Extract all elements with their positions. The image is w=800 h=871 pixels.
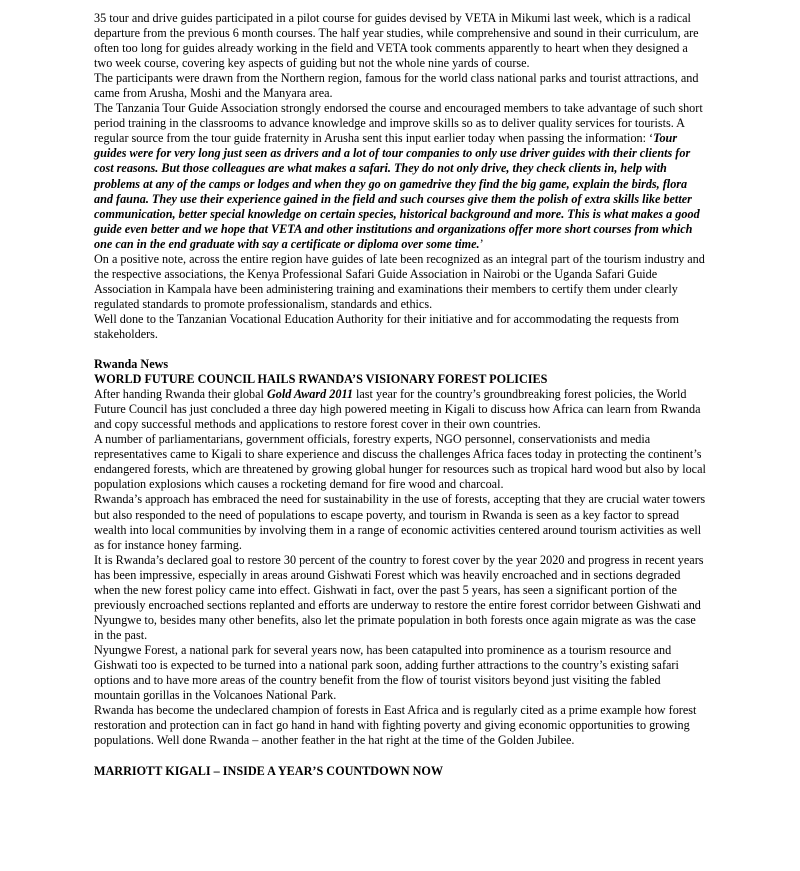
tanzania-paragraph-2: The participants were drawn from the Northern region, famous for the world class national parks and tourist attractions, and came from Arusha, Moshi and the Manyara area.: [94, 71, 699, 101]
rwanda-headline: WORLD FUTURE COUNCIL HAILS RWANDA’S VISIONARY FOREST POLICIES: [94, 372, 548, 387]
rwanda-paragraph-1-b: last year for the country’s groundbreaking forest policies, the World Future Council has just concluded a three day high powered meeting in Kigali to discuss how Africa can learn from Rwanda and copy successful methods and applications to restore forest cover in their own countries.: [94, 387, 701, 432]
rwanda-paragraph-1: [94, 387, 706, 432]
marriott-headline: MARRIOTT KIGALI – INSIDE A YEAR’S COUNTDOWN NOW: [94, 764, 444, 779]
tanzania-paragraph-5: Well done to the Tanzanian Vocational Education Authority for their initiative and for accommodating the requests from stakeholders.: [94, 311, 680, 341]
tanzania-paragraph-3: [94, 101, 706, 251]
rwanda-paragraph-3: Rwanda’s approach has embraced the need for sustainability in the use of forests, accepting that they are crucial water towers but also responded to the need of populations to escape poverty, and tourism in Rwanda is seen as a key factor to spread wealth into local communities by involving them in a range of economic activities centered around tourism activities as well as for instance honey farming.: [94, 492, 706, 552]
rwanda-paragraph-6: Rwanda has become the undeclared champion of forests in East Africa and is regularly cited as a prime example how forest restoration and protection can in fact go hand in hand with fighting poverty and giving economic opportunities to growing populations. Well done Rwanda – another feather in the hat right at the time of the Golden Jubilee.: [94, 703, 697, 748]
section-label-rwanda: Rwanda News: [94, 357, 169, 372]
tanzania-paragraph-3-intro: The Tanzania Tour Guide Association strongly endorsed the course and encouraged members to take advantage of such short period training in the classrooms to advance knowledge and improve skills so as to deliver quality services for tourists. A regular source from the tour guide fraternity in Arusha sent this input earlier today when passing the information: ‘: [94, 101, 703, 146]
section-spacer: [94, 748, 706, 764]
tanzania-paragraph-4: On a positive note, across the entire region have guides of late been recognized as an integral part of the tourism industry and the respective associations, the Kenya Professional Safari Guide Association in Nairobi or the Uganda Safari Guide Association in Kampala have been administering training and examinations their members to certify them under clearly regulated standards to promote professionalism, standards and ethics.: [94, 251, 705, 311]
rwanda-paragraph-2: A number of parliamentarians, government officials, forestry experts, NGO personnel, conservationists and media representatives came to Kigali to share experience and discuss the challenges Africa faces today in protecting the continent’s endangered forests, which are threatened by growing global hunger for resources such as tropical hard wood but also by local population explosions which causes a rocketing demand for fire wood and charcoal.: [94, 432, 706, 492]
article-page: [94, 11, 706, 779]
rwanda-paragraph-5: Nyungwe Forest, a national park for several years now, has been catapulted into prominence as a tourism resource and Gishwati too is expected to be turned into a national park soon, adding further attractions to the country’s existing safari options and to have more areas of the country benefit from the flow of tourist visitors beyond just visiting the fabled mountain gorillas in the Volcanoes National Park.: [94, 642, 679, 703]
rwanda-paragraph-1-a: After handing Rwanda their global: [94, 387, 267, 402]
quote-close: ’: [479, 236, 484, 251]
tanzania-paragraph-1: 35 tour and drive guides participated in a pilot course for guides devised by VETA in Mikumi last week, which is a radical departure from the previous 6 month courses. The half year studies, while comprehensive and sound in their curriculum, are often too long for guides already working in the field and VETA took comments apparently to heart when they designed a two week course, covering key aspects of guiding but not the whole nine yards of course.: [94, 11, 699, 71]
guide-quote: Tour guides were for very long just seen as drivers and a lot of tour companies to only use driver guides with their clients for cost reasons. But those colleagues are what makes a safari. They do not only drive, they check clients in, help with problems at any of the camps or lodges and when they go on gamedrive they find the big game, explain the birds, flora and fauna. They use their experience gained in the field and such courses give them the polish of extra skills like better communication, better special knowledge on certain species, historical background and more. This is what makes a good guide even better and we hope that VETA and other institutions and organizations offer more short courses from which one can in the end graduate with say a certificate or diploma over some time.: [94, 131, 700, 251]
rwanda-paragraph-4: It is Rwanda’s declared goal to restore 30 percent of the country to forest cover by the year 2020 and progress in recent years has been impressive, especially in areas around Gishwati Forest which was heavily encroached and in sections degraded when the new forest policy came into effect. Gishwati in fact, over the past 5 years, has seen a significant portion of the previously encroached sections replanted and efforts are underway to restore the entire forest corridor between Gishwati and Nyungwe to, besides many other benefits, also let the primate population in both forests once again migrate as was the case in the past.: [94, 552, 704, 642]
gold-award-name: Gold Award 2011: [266, 387, 353, 402]
section-spacer: [94, 342, 706, 357]
